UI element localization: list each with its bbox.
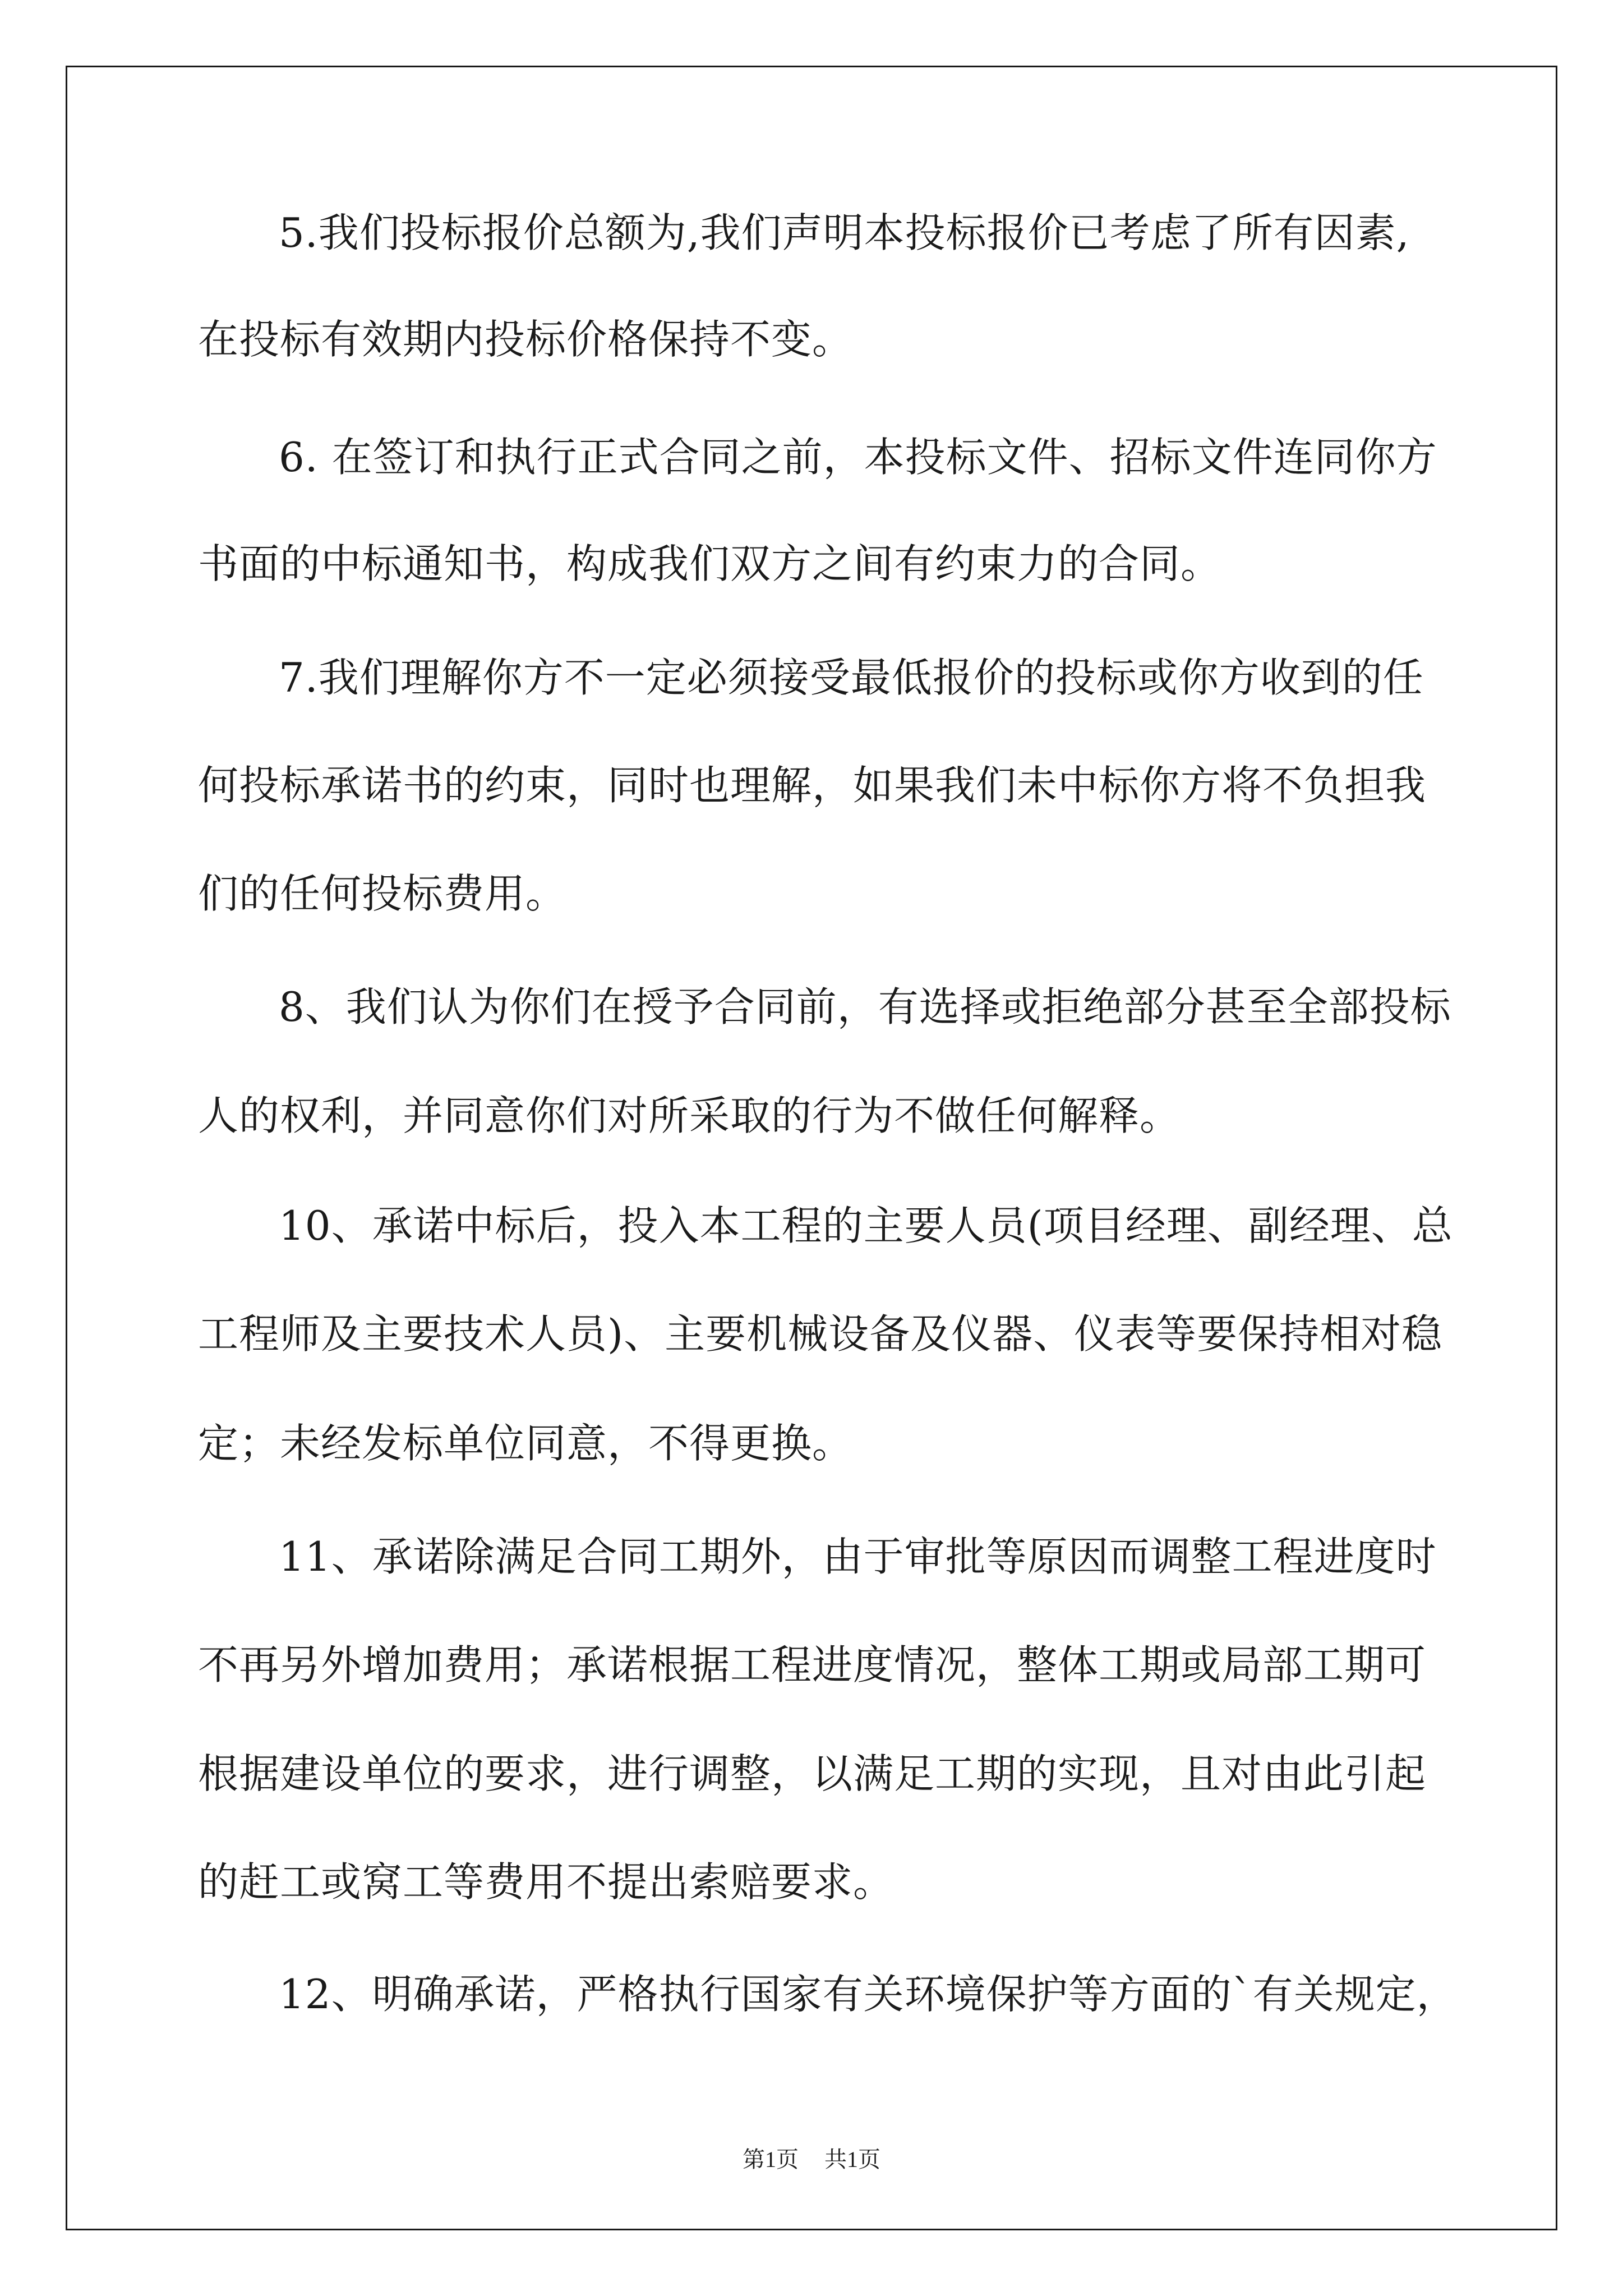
text-line-2: 在投标有效期内投标价格保持不变。 — [198, 316, 854, 363]
text-line-5: 7.我们理解你方不一定必须接受最低报价的投标或你方收到的任 — [279, 654, 1424, 701]
text-line-8: 8、我们认为你们在授予合同前，有选择或拒绝部分甚至全部投标 — [279, 983, 1451, 1030]
page-number: 第1页 — [743, 2147, 799, 2172]
text-line-3: 6. 在签订和执行正式合同之前，本投标文件、招标文件连同你方 — [279, 434, 1437, 481]
text-line-17: 12、明确承诺，严格执行国家有关环境保护等方面的`有关规定， — [279, 1971, 1458, 2018]
text-line-11: 工程师及主要技术人员)、主要机械设备及仪器、仪表等要保持相对稳 — [198, 1310, 1443, 1358]
text-line-12: 定；未经发标单位同意，不得更换。 — [198, 1420, 854, 1467]
page-footer — [0, 2142, 1623, 2174]
text-line-9: 人的权利，并同意你们对所采取的行为不做任何解释。 — [198, 1092, 1181, 1139]
page-total: 共1页 — [824, 2147, 880, 2172]
text-line-15: 根据建设单位的要求，进行调整，以满足工期的实现，且对由此引起 — [198, 1750, 1427, 1797]
text-line-4: 书面的中标通知书，构成我们双方之间有约束力的合同。 — [198, 540, 1222, 587]
text-line-13: 11、承诺除满足合同工期外，由于审批等原因而调整工程进度时 — [279, 1533, 1437, 1580]
text-line-7: 们的任何投标费用。 — [198, 870, 567, 917]
text-line-1: 5.我们投标报价总额为,我们声明本投标报价已考虑了所有因素, — [279, 209, 1410, 256]
text-line-10: 10、承诺中标后，投入本工程的主要人员(项目经理、副经理、总 — [279, 1202, 1453, 1249]
text-line-14: 不再另外增加费用；承诺根据工程进度情况，整体工期或局部工期可 — [198, 1641, 1427, 1688]
text-line-6: 何投标承诺书的约束，同时也理解，如果我们未中标你方将不负担我 — [198, 762, 1427, 809]
text-line-16: 的赶工或窝工等费用不提出索赔要求。 — [198, 1858, 895, 1906]
